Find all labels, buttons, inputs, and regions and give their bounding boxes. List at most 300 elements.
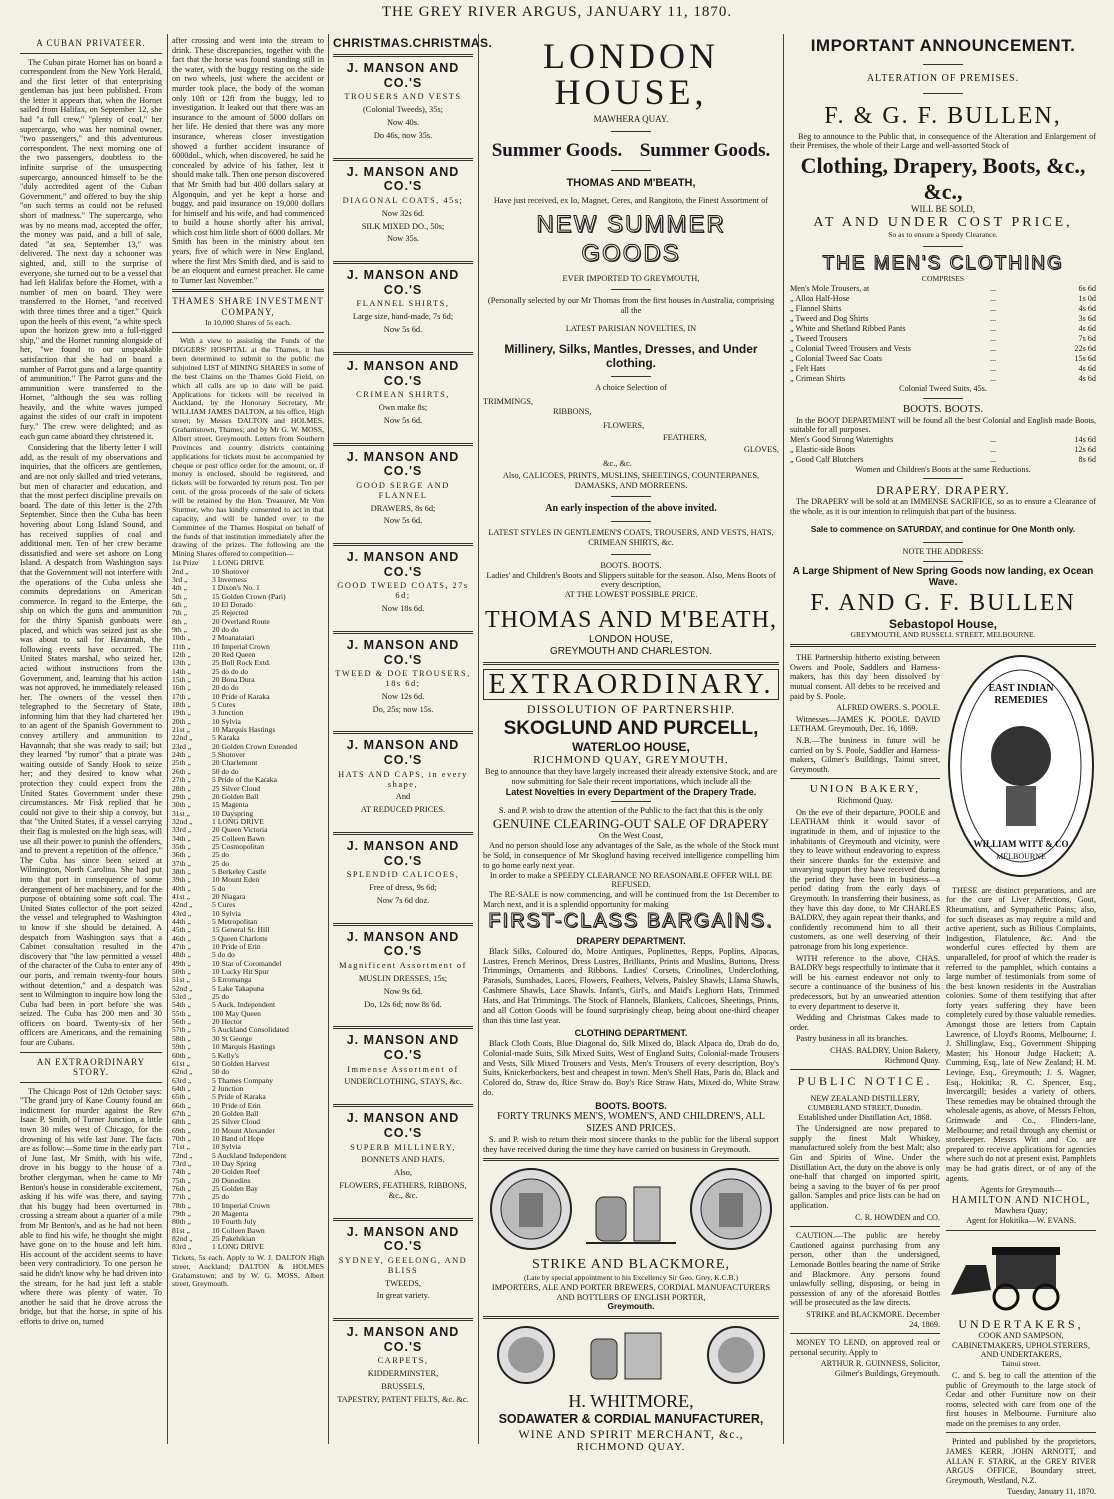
caution-sig: STRIKE and BLACKMORE. December 24, 1869. [806, 1309, 940, 1329]
price-dots: ... [990, 334, 997, 344]
prize-share: 20 Overland Route [212, 616, 270, 626]
price-row [790, 374, 1096, 384]
manson-brand: J. MANSON AND CO.'S [346, 1325, 460, 1354]
column-5 [790, 36, 1096, 1497]
price-dots: ... [990, 454, 997, 464]
price-price: 3s 6d [1078, 314, 1096, 324]
manson-line: HATS AND CAPS, in every shape, [338, 769, 468, 789]
prize-rank: 64th „ [172, 1083, 191, 1093]
ad-footer: Tickets, 5s each. Apply to W. J. DALTON High street, Auckland; DALTON & HOLMES Grahamstown; and by W. G. MOSS, Albert street, Greymouth. [172, 1252, 324, 1289]
price-item: „ Tweed and Dog Shirts [790, 314, 869, 324]
prize-share: 5 Erromanga [212, 975, 252, 985]
manson-line: GOOD SERGE AND FLANNEL [356, 480, 450, 500]
masthead: THE GREY RIVER ARGUS, JANUARY 11, 1870. [381, 4, 733, 20]
prize-share: 10 Band of Hope [212, 1133, 265, 1143]
manson-brand: J. MANSON AND CO.'S [346, 738, 460, 768]
prize-share: 1 Dixon's No. 1 [212, 583, 260, 593]
imported-text: EVER IMPORTED TO GREYMOUTH, [562, 273, 700, 283]
prize-rank: 59th „ [172, 1042, 191, 1052]
boots-text: Ladies' and Children's Boots and Slippers suitable for the season. Also, Mens Boots of every description, [486, 570, 776, 590]
price-item: „ Flannel Shirts [790, 304, 842, 314]
caution-text: CAUTION.—The public are hereby Cautioned against purchasing from any person, other than the undersigned, Lemonade Bottles bearing the name of Strike and Blackmore. Any persons found unlawfully selling, disposing, or being in possession of any of the aforesaid Bottles will be prosecuted as the law directs. [790, 1231, 940, 1308]
prize-share: 5 Berkeley Castle [212, 866, 266, 876]
manson-line: TWEED & DOE TROUSERS, 18s 6d; [335, 669, 471, 688]
prize-rank: 26th „ [172, 766, 191, 776]
prize-rank: 7th „ [172, 608, 187, 618]
article-paragraph: The Cuban pirate Hornet has on board a correspondent from the New York Herald, and the first letter of that enterprising gentleman has just been published. From the letter it appears that, when the Hornet sailed from Halifax, on September 12, she had "a full crew," "plenty of coal," her supercargo, who was her nominal owner, "two passengers," and this adventurous correspondent. The next morning one of the two passengers, doubtless to the infinite surprise of the unsuspecting supercargo, announced himself to be the "duly accredited agent of the Cuban Government," and offered to buy the ship "on such terms as could not be refused short of madness." The supercargo, who was by no means mad, accepted the offer, the money was paid, and a bill of sale, dated "at sea, September 13," was delivered. The next day a schooner was sighted, and, still to the surprise of everyone, she turned out to be a vessel that had left Halifax before the Hornet, with a number of men on board. They were transferred to the Hornet, "and received with three times three and a tiger." Quick upon the heels of this event, "a white speck upon the horizon grew into a full-rigged ship," and the Hornet running alongside of her, "we found to our unspeakable satisfaction that she had on board a number of Parrot guns and a large quantity of ammunition." The Parrot guns and the ammunition were transferred to the Hornet, "although the sea was rolling heavily, and the white waves jumped against the sides of our craft in impotent fury." The crew were delighted; and as each gun came aboard they christened it. [20, 57, 162, 441]
price-price: 7s 6d [1078, 334, 1096, 344]
boots-heading: BOOTS. BOOTS. [902, 402, 984, 415]
prize-rank: 75th „ [172, 1175, 191, 1185]
agents: Agents for Greymouth— [979, 1185, 1063, 1195]
price-price: 14s 6d [1074, 434, 1096, 444]
manson-ads [333, 54, 473, 1418]
manson-price1: Now 32s 6d. [381, 208, 425, 218]
manson-price1: Own make 8s; [378, 402, 428, 412]
manson-price1: Now 18s 6d. [381, 604, 425, 614]
prize-rank: 65th „ [172, 1092, 191, 1102]
manson-price2: Now 40s. [386, 117, 420, 127]
boots-heading-2: BOOTS. BOOTS. [595, 1100, 667, 1111]
prize-rank: 32nd „ [172, 816, 193, 826]
prize-rank: 79th „ [172, 1209, 191, 1219]
medal-row [483, 1167, 779, 1251]
price-row [790, 314, 1096, 324]
prize-rank: 67th „ [172, 1108, 191, 1118]
prize-rank: 30th „ [172, 800, 191, 810]
prize-share: 15 Magenta [212, 800, 249, 810]
prize-rank: 4th „ [172, 583, 187, 593]
price-dots: ... [990, 344, 997, 354]
manson-price1: MUSLIN DRESSES, 15s; [358, 973, 448, 983]
manson-ad [333, 1218, 473, 1315]
prize-rank: 49th „ [172, 958, 191, 968]
prize-share: 10 Pride of Karaka [212, 691, 270, 701]
prize-share: 10 Sylvia [212, 908, 241, 918]
manson-price2: Now 5s 6d. [383, 516, 423, 526]
prize-rank: 28th „ [172, 783, 191, 793]
coast-text: And no person should lose any advantages of the Sale, as the whole of the Stock must be Sold, in consequence of Mr Skoglund having received intelligence compelling him to go home early next year. [483, 841, 779, 870]
women-boots: Women and Children's Boots at the same Reductions. [855, 464, 1031, 474]
prize-rank: 62nd „ [172, 1067, 193, 1077]
ad-subtitle: In 10,000 Shares of 5s each. [205, 318, 291, 328]
prize-share: 20 Golden Reef [212, 1167, 261, 1177]
london-house: LONDON HOUSE, [589, 634, 673, 646]
article-paragraph: Considering that the liberty letter I will add, as the result of my observations and inquiries, that the officers are gentlemen, and are not only skilled and tried veterans, but men of character and education, and that the most perfect discipline prevails on board. The date of this letter is the 27th September. Since then the Cuba has been hovering about Long Island Sound, and has received supplies of coal and additional men. Ten of her crew became dissatisfied and were set ashore on Long Island. A despatch from Washington says that the Government will not interfere with the operations of the Cuba unless she commits depredations on American commerce. In regard to the Enterpe, the ship on which the guns and ammunition for the thirty Spanish gunboats were placed, and which was seized just as she was about to sail for Havannah, the following events have occurred. The United States marshal, who seized her, acted without instructions from the Government, and, learning that his action was not approved, he immediately released her. The owners of the vessel then telegraphed to the Secretary of State, informing him that they had chartered her to an agent of the Spanish Government to convey artillery and ammunition to Havannah; that she was ready to sail; but they learned "by rumor" that a pirate was waiting outside of Sandy Hook to seize her; and they desired to know what protection they could expect from the United States Government under these circumstances. Mr Fisk replied that he could not give to their ship a convoy, but that "the United States, if a vessel carrying their flag is molested on the high seas, will use all their power to punish the offenders, and to prevent a repetition of the offence." The Cuba has since been seized at Wilmington, North Carolina. She had put into that port in consequence of some derangement of her machinery, and for the purpose of obtaining some soft coal. The United States collector of the port seized the vessel and telegraphed to Washington to know if she should be detained. A despatch from Washington says that a Cabinet consultation resulted in the discovery that "the law permitted a vessel of the character of the Cuba to enter any of our ports, and remain twenty-four hours without detention," and a despatch was sent to Wilmington to inquire how long the Cuba had been in port before she was seized. The Cuba has 200 men and 30 officers on board. Twenty-six of her officers are Americans, and the remaining four are Cubans. [20, 443, 162, 1048]
skoglund-purcell: SKOGLUND AND PURCELL, [503, 717, 759, 739]
manson-brand: J. MANSON AND CO.'S [346, 550, 460, 579]
manson-line: SUPERB MILLINERY, [350, 1142, 456, 1152]
manson-brand: J. MANSON AND CO.'S [346, 839, 460, 868]
union-bakery: UNION BAKERY, [809, 783, 921, 796]
prize-rank: 68th „ [172, 1117, 191, 1127]
prize-medal-icon [706, 1325, 766, 1385]
manson-price3: Do, 12s 6d; now 8s 6d. [364, 999, 442, 1009]
article-title: A CUBAN PRIVATEER. [36, 38, 146, 48]
price-price: 4s 6d [1078, 364, 1096, 374]
prize-rank: 33rd „ [172, 825, 192, 835]
prize-rank: 54th „ [172, 1000, 191, 1010]
prize-rank: 55th „ [172, 1008, 191, 1018]
flowers: FLOWERS, [603, 420, 645, 430]
prize-rank: 14th „ [172, 666, 191, 676]
column-rule [167, 34, 168, 1444]
prize-rank: 47th „ [172, 942, 191, 952]
prize-share: 20 Charlemont [212, 758, 258, 768]
beg-text: Beg to announce to the Public that, in consequence of the Alteration and Enlargement of their Premises, the whole of their Large and well-assorted Stock of [790, 131, 1096, 151]
prize-share: 5 Auck. Independent [212, 1000, 276, 1010]
price-price: 12s 6d [1074, 444, 1096, 454]
price-dots: ... [990, 374, 997, 384]
whitmore: H. WHITMORE, [568, 1391, 694, 1412]
prize-share: 25 Pakehikian [212, 1234, 256, 1244]
prize-rank: 52nd „ [172, 983, 193, 993]
new-summer-goods: NEW SUMMER GOODS [536, 211, 726, 267]
manson-ad [333, 631, 473, 728]
richmond-quay: Richmond Quay. [837, 796, 893, 806]
prize-rank: 50th „ [172, 967, 191, 977]
prize-share: 10 Lucky Hit Spur [212, 967, 269, 977]
price-price: 1s 0d [1078, 294, 1096, 304]
prize-share: 5 Lake Takapuna [212, 983, 265, 993]
cabinetmakers: CABINETMAKERS, UPHOLSTERERS, AND UNDERTAKERS, [951, 1340, 1091, 1360]
price-row [790, 344, 1096, 354]
prize-share: 10 Shotover [212, 566, 249, 576]
prize-share: 1 LONG DRIVE [212, 558, 264, 568]
prize-rank: 27th „ [172, 775, 191, 785]
prize-rank: 71st „ [172, 1142, 190, 1152]
price-row [790, 284, 1096, 294]
prize-rank: 56th „ [172, 1017, 191, 1027]
boot-dept-text: In the BOOT DEPARTMENT will be found all the best Colonial and English made Boots, suitable for all purposes. [790, 415, 1096, 435]
parisian-text: LATEST PARISIAN NOVELTIES, IN [565, 324, 697, 334]
baldry-text: WITH reference to the above, CHAS. BALDRY begs respectfully to intimate that it will be his earnest endeavor not only to secure a continuance of the business of his predecessors, but by an unwearied attention to every department to deserve it. [790, 953, 940, 1011]
prize-rank: 20th „ [172, 716, 191, 726]
price-row [790, 364, 1096, 374]
prize-share: 5 Shotover [212, 750, 246, 760]
manson-line: CARPETS, [377, 1356, 429, 1366]
column-2 [172, 36, 324, 1444]
prize-rank: 43rd „ [172, 908, 192, 918]
bullen-address-title: F. AND G. F. BULLEN [810, 590, 1076, 617]
manson-price2: Now 9s 6d. [383, 986, 423, 996]
prize-share: 25 do [212, 1192, 230, 1202]
price-price: 8s 6d [1078, 454, 1096, 464]
price-item: „ Felt Hats [790, 364, 826, 374]
prize-share: 5 Queen Charlotte [212, 933, 268, 943]
prize-share: 20 Bona Dura [212, 675, 255, 685]
prize-share: 2 Junction [212, 1083, 244, 1093]
drapery-heading: DRAPERY. DRAPERY. [876, 483, 1010, 498]
manson-price1: Free of dress, 9s 6d; [369, 883, 437, 893]
prize-rank: 66th „ [172, 1100, 191, 1110]
richmond-quay: RICHMOND QUAY, GREYMOUTH. [533, 754, 729, 767]
sodawater: SODAWATER & CORDIAL MANUFACTURER, [498, 1412, 764, 1427]
prize-share: 25 Silver Cloud [212, 783, 261, 793]
prize-rank: 81st „ [172, 1225, 190, 1235]
prize-rank: 6th „ [172, 599, 187, 609]
prize-rank: 42nd „ [172, 900, 193, 910]
guinness: ARTHUR R. GUINNESS, Solicitor, Gilmer's Buildings, Greymouth. [820, 1359, 940, 1378]
early-inspection: An early inspection of the above invited. [545, 503, 717, 515]
prize-rank: 80th „ [172, 1217, 191, 1227]
prize-share: 1 LONG DRIVE [212, 1242, 264, 1252]
received-text: Have just received, ex Io, Magnet, Ceres, and Rangitoto, the Finest Assortment of [493, 195, 769, 205]
price-dots: ... [990, 354, 997, 364]
whitmore-illustrations [483, 1325, 779, 1385]
prize-rank: 3rd „ [172, 574, 188, 584]
manson-brand: J. MANSON AND CO.'S [346, 268, 460, 297]
price-row [790, 445, 1096, 455]
prize-rank: 10th „ [172, 633, 191, 643]
price-dots: ... [990, 304, 997, 314]
pastry-text: Pastry business in all its branches. [796, 1034, 908, 1044]
dissolution: DISSOLUTION OF PARTNERSHIP. [526, 701, 736, 716]
prize-share: 20 do do [212, 683, 239, 693]
price-price: 22s 6d [1074, 344, 1096, 354]
baldry-sig: CHAS. BALDRY, Union Bakery, Richmond Quay. [830, 1045, 940, 1065]
price-price: 4s 6d [1078, 324, 1096, 334]
manson-line: CRIMEAN SHIRTS, [356, 390, 450, 400]
manson-price1: DRAWERS, 8s 6d; [370, 503, 436, 513]
prize-share: 50 do do [212, 766, 239, 776]
manson-ad [333, 261, 473, 348]
price-dots: ... [990, 364, 997, 374]
prize-share: 50 do [212, 1067, 230, 1077]
prize-rank: 73rd „ [172, 1158, 192, 1168]
prize-rank: 69th „ [172, 1125, 191, 1135]
manson-price1: UNDERCLOTHING, STAYS, &c. [344, 1077, 462, 1087]
prize-share: 20 Red Queen [212, 650, 256, 659]
prize-list [172, 559, 324, 1252]
prize-share: 5 Kelly's [212, 1050, 239, 1060]
summer-goods-2: Summer Goods. [639, 139, 771, 161]
cure-text: THESE are distinct preparations, and are for the cure of Liver Affections, Gout, Rheumatism, and Sympathetic Pains; also, for such diseases as may require a mild and active aperient, such as Bilious Complaints, Indigestion, Flatulence, &c. And the wonderful cures effected by them are unparalleled, for proof of which the reader is referred to the pamphlet, which contains a large number of testimonials from some of the best known residents in the Australian colonies. Some of them testifying that after forty years suffering they have been completely cured by those valuable remedies. Amongst those are letters from Captain Lawrence, of Lloyd's Rooms, Melbourne; J. J. Shillinglaw, Esq., Government Shipping Master; his Honour Judge Hackett; A. Cumming, Esq., late of New Zealand; H. M. Levinge, Esq., Greymouth; J. S. Wagner, Esq., Hokitika; R. C. Spencer, Esq., Invercargill; besides a variety of others. These remedies may be obtained through the wholesale agents, as above, of Messrs Felton, Grimwade and Co., Flinders-lane, Melbourne; and retail through any chemist or storekeeper. Messrs Witt and Co. are prepared to receive applications for agencies where such do not at present exist. Pamphlets may be had gratis direct, or of any of the agents. [946, 885, 1096, 1183]
prize-rank: 21st „ [172, 725, 190, 735]
manson-brand: J. MANSON AND CO.'S [346, 358, 460, 388]
note-address: NOTE THE ADDRESS: [902, 547, 984, 557]
prize-share: 20 Niagara [212, 891, 246, 901]
price-dots: ... [990, 324, 997, 334]
gloves: GLOVES, [743, 444, 779, 454]
prize-rank: 77th „ [172, 1192, 191, 1202]
manson-price1: Large size, hand-made, 7s 6d; [352, 312, 454, 322]
manson-price2: Now 5s 6d. [383, 415, 423, 425]
manson-price1: And [395, 792, 411, 802]
prize-share: 25 Cosmopolitan [212, 841, 265, 851]
lowest-price: AT THE LOWEST POSSIBLE PRICE. [564, 590, 698, 600]
drapery-text: The DRAPERY will be sold at an IMMENSE SACRIFICE, so as to ensure a Clearance of the whole, as it is our intention to relinquish that part of the business. [790, 497, 1096, 517]
manson-price2: SILK MIXED DO., 50s; [361, 221, 445, 231]
mawhera-quay: Mawhera Quay; [994, 1206, 1048, 1216]
column-3 [333, 36, 493, 1444]
price-row [790, 294, 1096, 304]
price-item: „ Colonial Tweed Trousers and Vests [790, 344, 911, 354]
manson-brand: J. MANSON AND CO.'S [346, 1033, 460, 1062]
prize-share: 20 do do [212, 624, 239, 634]
article-title: AN EXTRAORDINARY STORY. [36, 1056, 146, 1078]
prize-share: 5 Thames Company [212, 1075, 274, 1085]
prize-rank: 36th „ [172, 850, 191, 860]
price-row [790, 354, 1096, 364]
prize-share: 25 Rejected [212, 608, 249, 618]
manson-ad [333, 443, 473, 540]
prize-share: 5 Pride of Karaka [212, 1092, 266, 1102]
manson-price1: BONNETS AND HATS. [361, 1155, 445, 1165]
manson-brand: J. MANSON AND CO.'S [346, 449, 460, 479]
price-item: „ Good Calf Blutchers [790, 454, 864, 464]
prize-rank: 18th „ [172, 700, 191, 710]
latest-novelties: Latest Novelties in every Department of the Drapery Trade. [505, 786, 757, 797]
appointment: (Late by special appointment to his Excellency Sir Geo. Grey, K.C.B.) [524, 1272, 738, 1282]
prize-share: 10 Fourth July [212, 1217, 257, 1227]
firm-name: THOMAS AND M'BEATH, [566, 176, 696, 189]
christmas-right: CHRISTMAS. [412, 36, 493, 50]
richmond-quay-2: RICHMOND QUAY. [576, 1440, 686, 1453]
prize-rank: 16th „ [172, 683, 191, 693]
cs-text: C. and S. beg to call the attention of the public of Greymouth to the large stock of Cedar and other Furniture now on their rooms, selected with care from one of the first houses in Melbourne. Furniture also made on the premises to any order. [946, 1370, 1096, 1428]
manson-ad [333, 1026, 473, 1100]
manson-ad [333, 352, 473, 439]
prize-share: 10 Imperial Crown [212, 641, 270, 651]
price-dots: ... [990, 284, 997, 294]
prize-rank: 58th „ [172, 1033, 191, 1043]
manson-line: Immense Assortment of [347, 1064, 459, 1074]
resale-text: The RE-SALE is now commencing, and will be continued from the 1st December to March next, and it is a splendid opportunity for making [483, 890, 779, 910]
column-rule [783, 34, 784, 1444]
prize-rank: 9th „ [172, 624, 187, 634]
union-text: On the eve of their departure, POOLE and LEATHAM think it would savor of ingratitude in them, and of injustice to the inhabitants of Greymouth and vicinity, were they to leave without endeavoring to express their sincere thanks for the extensive and unvarying support they have received during the period they have been in business—a period dating from the early days of Greymouth. In transferring their business, as they have this day done, to Mr CHARLES BALDRY, they again repeat their thanks, and confidently recommend him to all their customers, as one well deserving of their patronage from his long experience. [790, 807, 940, 952]
prize-share: 100 May Queen [212, 1008, 261, 1018]
extraordinary-title: EXTRAORDINARY. [483, 669, 779, 700]
selected-text: (Personally selected by our Mr Thomas from the first houses in Australia, comprising all the [487, 296, 775, 316]
prize-share: 3 Junction [212, 708, 244, 718]
prize-rank: 45th „ [172, 925, 191, 935]
price-item: Men's Good Strong Watertights [790, 434, 894, 444]
price-item: „ Elastic-side Boots [790, 444, 856, 454]
towns: GREYMOUTH AND CHARLESTON. [549, 645, 713, 657]
manson-ad [333, 543, 473, 627]
cook-sampson: COOK AND SAMPSON, [978, 1331, 1064, 1341]
money-text: MONEY TO LEND, on approved real or personal security. Apply to [790, 1338, 940, 1357]
summer-goods-1: Summer Goods. [491, 139, 623, 161]
manson-ad [333, 54, 473, 154]
boots-heading: BOOTS. BOOTS. [600, 560, 662, 570]
prize-share: 10 Marquis Hastings [212, 725, 276, 735]
prize-rank: 63rd „ [172, 1075, 192, 1085]
lower-left [790, 651, 940, 1499]
clothing-text: Black Cloth Coats, Blue Diagonal do, Silk Mixed do, Black Alpaca do, Drab do do, Colonial-made Suits, Silk Mixed Suits, West of England Suits, Colonial-made Trousers and Vests, Silk Mixed Trousers and Vests, Men's Trousers of every description, Boy's Suits, Knickerbockers, best and cheapest in town. Men's Shell Hats, Paris do, Black and Colored do, Straw do, Rice Straw do. Boy's Rice Straw Hats, Mixed do, White Straw do. [483, 1038, 779, 1098]
prize-share: 10 Sylvia [212, 716, 241, 726]
prize-share: 25 Bull Rock Extd. [212, 658, 271, 668]
price-dots: ... [990, 434, 997, 444]
prize-rank: 83rd „ [172, 1242, 192, 1252]
manson-ad [333, 158, 473, 258]
feathers: FEATHERS, [663, 432, 707, 442]
prize-share: 3 Inverness [212, 574, 247, 584]
prize-rank: 78th „ [172, 1200, 191, 1210]
price-dots: ... [990, 444, 997, 454]
manson-line: SPLENDID CALICOES, [346, 870, 460, 880]
prize-rank: 25th „ [172, 758, 191, 768]
price-item: „ Tweed Trousers [790, 334, 848, 344]
prize-share: 25 Colleen Bawn [212, 833, 265, 843]
prize-rank: 37th „ [172, 858, 191, 868]
manson-brand: J. MANSON AND CO.'S [346, 637, 460, 667]
thanks-text: S. and P. wish to return their most sincere thanks to the public for the liberal support they have received during the time they have carried on business in Greymouth. [483, 1134, 779, 1154]
calicoes-text: Also, CALICOES, PRINTS, MUSLINS, SHEETINGS, COUNTERPANES, DAMASKS, AND MORREENS. [502, 470, 760, 490]
undertakers: UNDERTAKERS, [958, 1317, 1084, 1332]
price-row [790, 304, 1096, 314]
manson-ad [333, 1318, 473, 1418]
ribbons: RIBBONS, [553, 406, 592, 416]
prize-rank: 70th „ [172, 1133, 191, 1143]
prize-medal-icon [496, 1325, 556, 1385]
sale-commence: Sale to commence on SATURDAY, and continue for One Month only. [810, 524, 1076, 534]
prize-share: 10 Pride of Erin [212, 942, 261, 952]
drapery-dept: DRAPERY DEPARTMENT. [576, 936, 686, 947]
column-rule [328, 34, 329, 1444]
price-item: „ White and Shetland Ribbed Pants [790, 324, 906, 334]
prize-rank: 40th „ [172, 883, 191, 893]
svg-text:REMEDIES: REMEDIES [994, 695, 1048, 707]
wine-spirit: WINE AND SPIRIT MERCHANT, &c., [518, 1426, 744, 1441]
boot-items [790, 435, 1096, 465]
bullen-title: F. & G. F. BULLEN, [824, 102, 1062, 129]
manson-ad [333, 1104, 473, 1213]
prize-share: 5 do [212, 883, 226, 893]
manson-price1: Now 12s 6d. [381, 691, 425, 701]
prize-share: 10 Marquis Hastings [212, 1042, 276, 1052]
prize-share: 10 Dayspring [212, 808, 254, 818]
price-item: Men's Mole Trousers, at [790, 284, 870, 294]
manson-price1: KIDDERMINSTER, [367, 1369, 439, 1379]
distillery-text: The Undersigned are now prepared to supply the finest Malt Whiskey, manufactured solely from the best Malt; also Gin and Spirits of Wine. Under the Distillation Act, the duty on the above is only one-half that charged on imported spirit, being a saving to the buyer of 6s per proof gallon. Samples and price lists can be had on application. [790, 1124, 940, 1211]
hearse-icon [946, 1235, 1096, 1315]
price-row [790, 455, 1096, 465]
manson-brand: J. MANSON AND CO.'S [346, 929, 460, 959]
ad-paragraph: With a view to assisting the Funds of the DIGGERS' HOSPITAL at the Thames, it has been determined to submit to the public the subjoined LIST of MINING SHARES in some of the best Claims on the Thames Gold Field, on which all calls are up to date will be paid. Applications for tickets will be received in Auckland, by the Honorary Secretary, Mr WILLIAM JAMES DALTON, at his office, High street; by Messrs DALTON and HOLMES, Grahamstown, Thames; and by Mr G. W. MOSS, Albert street, Greymouth. Letters from Southern Provinces and country districts containing applications for tickets must be accompanied by cheque or post office order for the amount, or, if money is enclosed, should be registered, and tickets will be forwarded by return post. Ten per cent. of the gross proceeds of the sale of tickets will be retained by the Hon. Treasurer, Mr Von Sturmer, who has kindly consented to act in that capacity, and will be handed over to the Committee of the Thames Hospital on behalf of the funds of that institution immediately after the drawing of the prizes. The following are the Mining Shares offered to competition— [172, 336, 324, 559]
manson-line: FLANNEL SHIRTS, [356, 299, 450, 309]
manson-price2: Now 7s 6d doz. [376, 895, 430, 905]
prize-rank: 2nd „ [172, 566, 189, 576]
wedding-text: Wedding and Christmas Cakes made to order. [790, 1013, 940, 1032]
etc: &c., &c. [603, 458, 632, 468]
prize-share: 25 do do do [212, 666, 249, 676]
manson-price2: AT REDUCED PRICES. [360, 805, 446, 815]
svg-text:WILLIAM WITT & CO: WILLIAM WITT & CO [973, 839, 1069, 850]
prize-share: 20 Queen Victoria [212, 825, 268, 835]
hamilton-nichol: HAMILTON AND NICHOL, [951, 1194, 1091, 1206]
howden: C. R. HOWDEN and CO. [855, 1212, 940, 1222]
cumberland: CUMBERLAND STREET, Dunedin. [807, 1102, 923, 1112]
publish-date: Tuesday, January 11, 1870. [1007, 1487, 1096, 1497]
christmas-left: CHRISTMAS. [333, 36, 413, 50]
price-dots: ... [990, 294, 997, 304]
clothing-dept: CLOTHING DEPARTMENT. [574, 1028, 688, 1039]
witnesses: Witnesses—JAMES K. POOLE. DAVID LETHAM. Greymouth, Dec. 16, 1869. [790, 714, 940, 734]
prize-share: 25 Silver Cloud [212, 1117, 261, 1127]
ad-title: THAMES SHARE INVESTMENT COMPANY, [172, 296, 324, 317]
prize-rank: 48th „ [172, 950, 191, 960]
prize-rank: 44th „ [172, 917, 191, 926]
prize-share: 20 Golden Crown Extended [212, 741, 297, 751]
manson-price3: Now 35s. [386, 234, 420, 244]
lower-section [790, 651, 1096, 1499]
printed-text: Printed and published by the proprietors, JAMES KERR, JOHN ARNOTT, and ALLAN F. STARK, at the GREY RIVER ARGUS OFFICE, Boundary street, Greymouth, Westland, N.Z. [946, 1437, 1096, 1485]
prize-rank: 39th „ [172, 875, 191, 885]
price-item: „ Colonial Tweed Sac Coats [790, 354, 883, 364]
